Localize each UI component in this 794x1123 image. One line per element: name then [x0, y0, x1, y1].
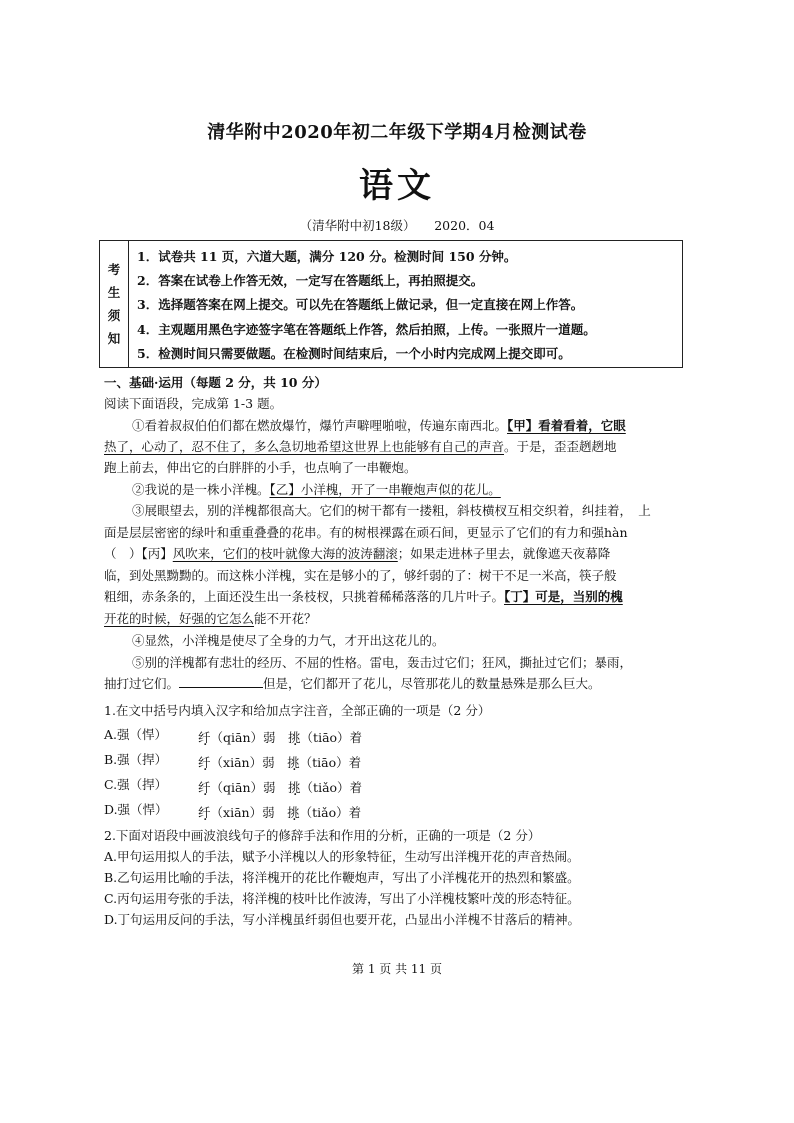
- dotted-char: 纤: [198, 780, 211, 795]
- q1-option-b-detail: [198, 753, 361, 773]
- passage-line: 面是层层密密的绿叶和重重叠叠的花串。有的树根裸露在顽石间，更显示了它们的有力和强hàn: [104, 525, 628, 540]
- section-heading: 一、基础·运用（每题 2 分，共 10 分）: [104, 375, 327, 390]
- notice-item: 5．检测时间只需要做题。在检测时间结束后，一个小时内完成网上提交即可。: [137, 345, 571, 361]
- dotted-char: 挑: [288, 730, 301, 745]
- notice-label: [100, 241, 129, 367]
- notice-item: 3．选择题答案在网上提交。可以先在答题纸上做记录，但一定直接在网上作答。: [137, 297, 584, 313]
- q2-option-d: D.丁句运用反问的手法，写小洋槐虽纤弱但也要开花，凸显出小洋槐不甘落后的精神。: [104, 912, 581, 927]
- q1-option-a: A.强（悍）: [104, 727, 168, 742]
- passage-line: [104, 544, 694, 564]
- question-2-stem: 2.下面对语段中画波浪线句子的修辞手法和作用的分析，正确的一项是（2 分）: [104, 828, 541, 843]
- page-number: 第 1 页 共 11 页: [352, 962, 442, 976]
- passage-text: ①看着叔叔伯伯们都在燃放爆竹，爆竹声噼哩啪啦，传遍东南西北。: [132, 418, 508, 433]
- q1-option-b: B.强（捍）: [104, 752, 168, 767]
- pinyin-text: （tiǎo）着: [299, 805, 362, 820]
- q1-option-d: D.强（悍）: [104, 802, 168, 817]
- notice-label-char: 知: [107, 331, 121, 346]
- pinyin-text: （tiāo）着: [299, 755, 362, 770]
- pinyin-text: （xiān）弱: [210, 755, 288, 770]
- notice-label-char: 生: [107, 285, 121, 300]
- passage-line: 临，到处黑黝黝的。而这株小洋槐，实在是够小的了，够纤弱的了：树干不足一米高，筷子般: [104, 568, 617, 583]
- sentence-jia-cont: 热了，心动了，忍不住了，多么急切地希望这世界上也能够有自己的声音: [104, 439, 505, 454]
- q2-option-c: C.丙句运用夸张的手法，将洋槐的枝叶比作波涛，写出了小洋槐枝繁叶茂的形态特征。: [104, 891, 580, 906]
- passage-text: ；如果走进林子里去，就像遮天夜幕降: [397, 546, 611, 561]
- sentence-jia: 【甲】看着看着，它眼: [507, 418, 626, 433]
- passage-line: [104, 437, 694, 457]
- reading-intro: 阅读下面语段，完成第 1-3 题。: [104, 396, 283, 411]
- exam-notice-box: [99, 240, 683, 368]
- exam-title: 清华附中2020年初二年级下学期4月检测试卷: [207, 122, 587, 143]
- q2-option-a: A.甲句运用拟人的手法，赋予小洋槐以人的形象特征，生动写出洋槐开花的声音热闹。: [104, 849, 580, 864]
- q1-option-c-detail: [198, 778, 362, 798]
- dotted-char: 挑: [288, 780, 301, 795]
- passage-text: 粗细，赤条条的，上面还没生出一条枝杈，只挑着稀稀落落的几片叶子。: [104, 589, 505, 604]
- dotted-char: 挑: [287, 805, 300, 820]
- passage-text: 抽打过它们。: [104, 676, 180, 691]
- passage-line: [104, 587, 694, 607]
- dotted-char: 纤: [198, 755, 211, 770]
- q1-option-a-detail: [198, 728, 362, 748]
- pinyin-text: （tiāo）着: [300, 730, 363, 745]
- passage-line: [104, 609, 694, 629]
- dotted-char: 纤: [198, 730, 211, 745]
- passage-line: ⑤别的洋槐都有悲壮的经历、不屈的性格。雷电，轰击过它们；狂风，撕扯过它们；暴雨，: [132, 655, 633, 670]
- question-1-stem: 1.在文中括号内填入汉字和给加点字注音，全部正确的一项是（2 分）: [104, 703, 491, 718]
- passage-line: [132, 480, 694, 500]
- notice-item: 1．试卷共 11 页，六道大题，满分 120 分。检测时间 150 分钟。: [137, 249, 517, 264]
- pinyin-text: （qiān）弱: [210, 730, 289, 745]
- passage-text: 。于是，歪歪趔趔地: [504, 439, 617, 454]
- passage-line: ③展眼望去，别的洋槐都很高大。它们的树干都有一搂粗，斜枝横杈互相交织着，纠挂着， 上: [132, 503, 651, 518]
- q1-option-d-detail: [198, 803, 361, 823]
- notice-item: 4．主观题用黑色字迹签字笔在答题纸上作答，然后拍照，上传。一张照片一道题。: [137, 321, 596, 337]
- passage-text: （ ）【丙】: [104, 546, 173, 561]
- q2-option-b: B.乙句运用比喻的手法，将洋槐开的花比作鞭炮声，写出了小洋槐花开的热烈和繁盛。: [104, 870, 580, 885]
- passage-text: 能不开花？: [254, 611, 317, 626]
- q1-option-c: C.强（捍）: [104, 777, 168, 792]
- notice-items: [129, 241, 682, 367]
- subject-title: 语文: [359, 166, 435, 206]
- passage-line: ④显然，小洋槐是使尽了全身的力气，才开出这花儿的。: [132, 633, 445, 648]
- sentence-yi: 【乙】小洋槐，开了一串鞭炮声似的花儿。: [269, 482, 501, 497]
- pinyin-text: （tiǎo）着: [300, 780, 363, 795]
- passage-line: [132, 416, 694, 436]
- notice-label-char: 须: [107, 308, 121, 323]
- passage-text: 但是，它们都开了花儿，尽管那花儿的数量悬殊是那么巨大。: [263, 676, 601, 691]
- answer-blank: [179, 675, 263, 688]
- passage-line: [104, 674, 694, 694]
- sentence-bing: 风吹来，它们的枝叶就像大海的波涛翻滚: [172, 546, 398, 561]
- exam-subtitle: （清华附中初18级） 2020．04: [299, 218, 495, 233]
- dotted-char: 纤: [198, 805, 211, 820]
- sentence-ding: 【丁】可是，当别的槐: [504, 589, 623, 604]
- pinyin-text: （xiān）弱: [210, 805, 288, 820]
- passage-text: ②我说的是一株小洋槐。: [132, 482, 270, 497]
- pinyin-text: （qiān）弱: [210, 780, 289, 795]
- sentence-ding-cont: 开花的时候，好强的它怎么: [104, 611, 255, 626]
- notice-label-char: 考: [107, 262, 121, 277]
- passage-line: 跑上前去，伸出它的白胖胖的小手，也点响了一串鞭炮。: [104, 460, 417, 475]
- dotted-char: 挑: [287, 755, 300, 770]
- notice-item: 2．答案在试卷上作答无效，一定写在答题纸上，再拍照提交。: [137, 273, 484, 289]
